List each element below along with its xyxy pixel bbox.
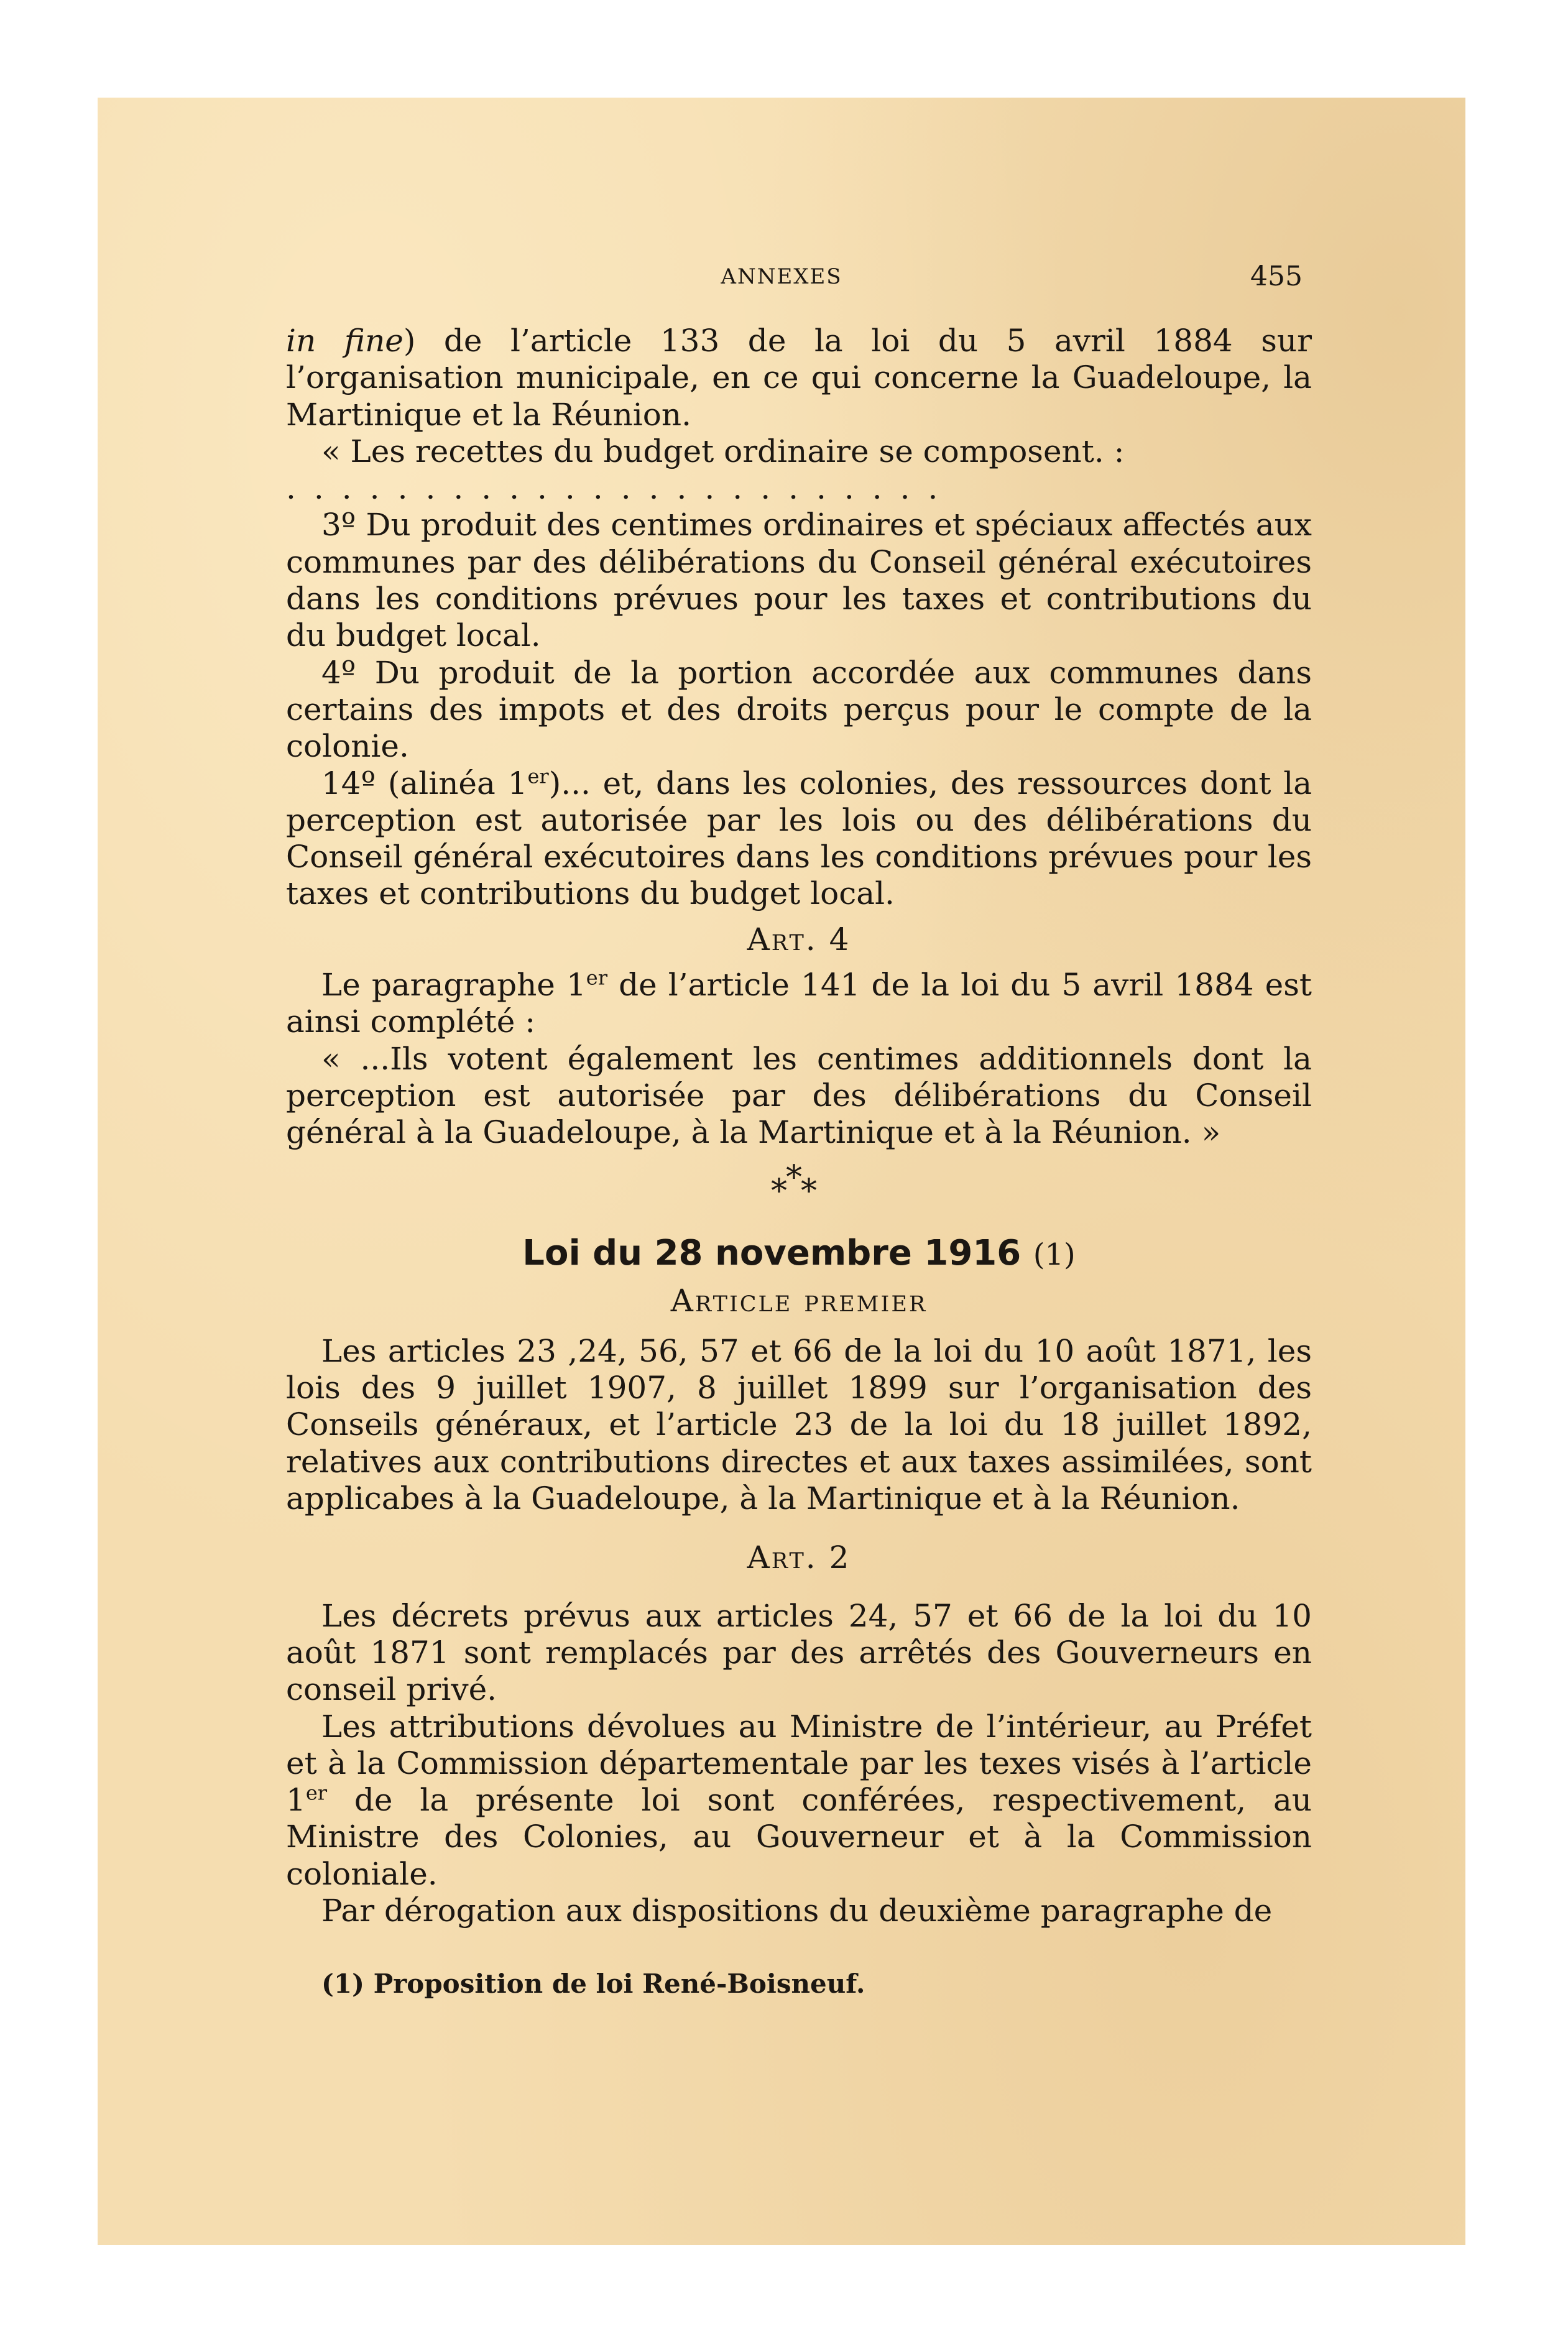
page-number: 455 <box>1250 261 1303 292</box>
body-text <box>286 323 1312 2003</box>
superscript: er <box>527 764 549 788</box>
paragraph: 3º Du produit des centimes ordinaires et spéciaux affectés aux communes par des délibérations du Conseil général exécutoires dans les conditions prévues pour les taxes et contributions du du budget local. <box>286 507 1312 654</box>
paragraph-text: Le paragraphe 1 <box>321 967 586 1004</box>
superscript: er <box>305 1781 328 1805</box>
footnote: (1) Proposition de loi René-Boisneuf. <box>321 1968 865 2000</box>
paragraph: Les articles 23 ,24, 56, 57 et 66 de la loi du 10 août 1871, les lois des 9 juillet 1907, 8 juillet 1899 sur l’organisation des Conseils généraux, et l’article 23 de la loi du 18 juillet 1892, relatives aux contributions directes et aux taxes assimilées, sont applicabes à la Guadeloupe, à la Martinique et à la Réunion. <box>286 1332 1312 1517</box>
paragraph-text: de l’article 141 de la loi du 5 avril 1884 est ainsi complété : <box>286 967 1312 1040</box>
article-heading: Art. 2 <box>747 1539 851 1576</box>
paragraph-text: 14º (alinéa 1 <box>321 765 528 801</box>
article-heading: Article premier <box>670 1282 928 1319</box>
law-title <box>286 1225 1312 1283</box>
paragraph-text: ) de l’article 133 de la loi du 5 avril 1884 sur l’organisation municipale, en ce qui concerne la Guadeloupe, la Martinique et la Réunion. <box>286 323 1312 433</box>
superscript: er <box>586 966 608 990</box>
paragraph <box>286 323 1312 433</box>
paragraph: Les décrets prévus aux articles 24, 57 et 66 de la loi du 10 août 1871 sont remplacés par des arrêtés des Gouverneurs en conseil privé. <box>286 1597 1312 1708</box>
running-title: ANNEXES <box>721 264 842 289</box>
asterism-star: * <box>801 1172 817 1210</box>
footnote-reference: (1) <box>1033 1237 1076 1272</box>
paragraph <box>286 1709 1312 1893</box>
paragraph-text: de la présente loi sont conférées, respectivement, au Ministre des Colonies, au Gouverneur et à la Commission coloniale. <box>286 1782 1312 1892</box>
paragraph: « Les recettes du budget ordinaire se composent. : <box>321 433 1125 469</box>
paragraph: 4º Du produit de la portion accordée aux communes dans certains des impots et des droits perçus pour le compte de la colonie. <box>286 654 1312 765</box>
paragraph: « ...Ils votent également les centimes additionnels dont la perception est autorisée par des délibérations du Conseil général à la Guadeloupe, à la Martinique et à la Réunion. » <box>286 1040 1312 1151</box>
law-title-text: Loi du 28 novembre 1916 <box>522 1232 1022 1273</box>
ellipsis-line: ........................ <box>286 470 956 507</box>
italic-phrase: in fine <box>286 323 404 359</box>
paragraph <box>286 967 1312 1041</box>
running-header <box>98 258 1465 295</box>
paragraph: Par dérogation aux dispositions du deuxième paragraphe de <box>321 1892 1273 1929</box>
scanned-page <box>98 98 1465 2245</box>
asterism-star: * <box>771 1172 787 1210</box>
asterism-star: * <box>786 1158 802 1196</box>
paragraph-text: Les attributions dévolues au Ministre de l’intérieur, au Préfet et à la Commission départementale par les texes visés à l’article 1 <box>286 1708 1312 1819</box>
asterism <box>286 1151 1312 1225</box>
paragraph <box>286 765 1312 913</box>
paragraph-text: )... et, dans les colonies, des ressources dont la perception est autorisée par les lois ou des délibérations du Conseil général exécutoires dans les conditions prévues pour les taxes et contributions du budget local. <box>286 765 1312 912</box>
article-heading: Art. 4 <box>747 921 851 958</box>
